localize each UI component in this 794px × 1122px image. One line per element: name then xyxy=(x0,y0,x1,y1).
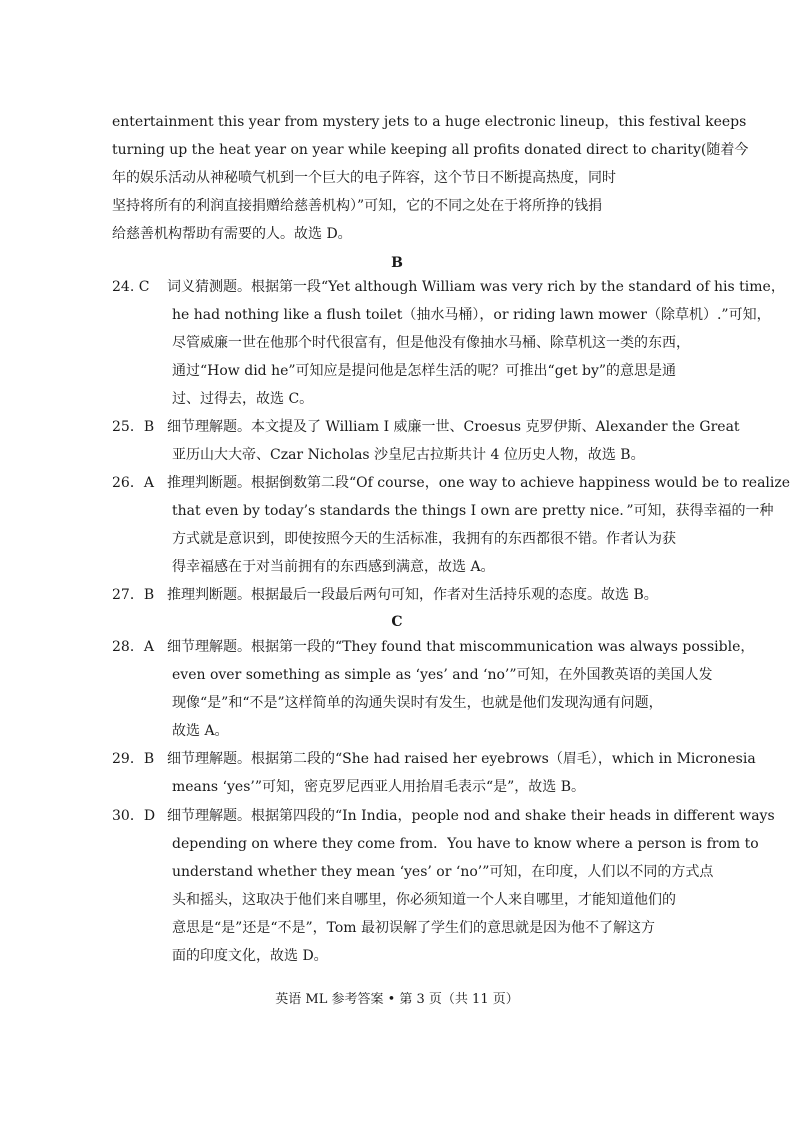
text-line: 细节理解题。根据第一段的“They found that miscommunication was always possible， xyxy=(167,639,755,655)
text-line: understand whether they mean ‘yes’ or ‘no’”可知，在印度，人们以不同的方式点 xyxy=(172,864,714,880)
text-line: 面的印度文化，故选 D。 xyxy=(172,948,328,964)
answer-26 xyxy=(112,469,791,581)
answer-24 xyxy=(112,273,785,413)
answer-number: 28．A xyxy=(112,639,154,655)
answer-number: 26．A xyxy=(112,475,154,491)
text-line: even over something as simple as ‘yes’ and ‘no’”可知，在外国教英语的美国人发 xyxy=(172,667,713,683)
text-line: 尽管威廉一世在他那个时代很富有，但是他没有像抽水马桶、除草机这一类的东西， xyxy=(172,335,690,351)
text-line: 意思是“是”还是“不是”，Tom 最初误解了学生们的意思就是因为他不了解这方 xyxy=(172,920,656,936)
text-line: 方式就是意识到，即使按照今天的生活标准，我拥有的东西都很不错。作者认为获 xyxy=(172,531,676,547)
text-line: 得幸福感在于对当前拥有的东西感到满意，故选 A。 xyxy=(172,559,495,575)
text-line: 细节理解题。根据第四段的“In India，people nod and shake their heads in different ways xyxy=(167,808,775,824)
intro-paragraph xyxy=(112,108,749,248)
text-line: 现像“是”和“不是”这样简单的沟通失误时有发生，也就是他们发现沟通有问题， xyxy=(172,695,663,711)
section-heading-c: C xyxy=(391,614,403,630)
answer-number: 29．B xyxy=(112,751,155,767)
text-line: he had nothing like a flush toilet（抽水马桶），or riding lawn mower（除草机）.”可知， xyxy=(172,307,771,323)
text-line: means ‘yes’”可知，密克罗尼西亚人用抬眉毛表示“是”，故选 B。 xyxy=(172,779,586,795)
text-line: 细节理解题。本文提及了 William I 威廉一世、Croesus 克罗伊斯、Alexander the Great xyxy=(167,419,740,435)
answer-number: 30．D xyxy=(112,808,156,824)
answer-number: 24. C xyxy=(112,279,150,295)
text-line: 故选 A。 xyxy=(172,723,229,739)
text-line: entertainment this year from mystery jets to a huge electronic lineup，this festival keeps xyxy=(112,114,747,130)
text-line: 年的娱乐活动从神秘喷气机到一个巨大的电子阵容，这个节日不断提高热度，同时 xyxy=(112,170,616,186)
text-line: 词义猜测题。根据第一段“Yet although William was very rich by the standard of his time， xyxy=(167,279,785,295)
answer-27 xyxy=(112,581,682,609)
answer-29 xyxy=(112,745,756,801)
text-line: 过、过得去，故选 C。 xyxy=(172,391,314,407)
answer-30 xyxy=(112,802,775,970)
answer-28 xyxy=(112,633,755,745)
text-line: 推理判断题。根据最后一段最后两句可知，作者对生活持乐观的态度。故选 B。 xyxy=(167,587,658,603)
text-line: 坚持将所有的利润直接捐赠给慈善机构）”可知，它的不同之处在于将所挣的钱捐 xyxy=(112,198,603,214)
answer-25 xyxy=(112,413,740,469)
text-line: 头和摇头，这取决于他们来自哪里，你必须知道一个人来自哪里，才能知道他们的 xyxy=(172,892,676,908)
text-line: 推理判断题。根据倒数第二段“Of course，one way to achieve happiness would be to realize xyxy=(167,475,791,491)
text-line: 通过“How did he”可知应是提问他是怎样生活的呢？可推出“get by”的意思是通 xyxy=(172,363,677,379)
text-line: 亚历山大大帝、Czar Nicholas 沙皇尼古拉斯共计 4 位历史人物，故选 B。 xyxy=(172,447,645,463)
answer-number: 25．B xyxy=(112,419,155,435)
text-line: that even by today’s standards the things I own are pretty nice．”可知，获得幸福的一种 xyxy=(172,503,774,519)
answer-number: 27．B xyxy=(112,587,155,603)
text-line: 给慈善机构帮助有需要的人。故选 D。 xyxy=(112,226,352,242)
section-heading-b: B xyxy=(391,255,403,271)
page-footer: 英语 ML 参考答案 • 第 3 页（共 11 页） xyxy=(275,992,519,1007)
text-line: depending on where they come from．You have to know where a person is from to xyxy=(172,836,759,852)
text-line: 细节理解题。根据第二段的“She had raised her eyebrows（眉毛），which in Micronesia xyxy=(167,751,756,767)
text-line: turning up the heat year on year while keeping all profits donated direct to charity(随着今 xyxy=(112,142,749,158)
